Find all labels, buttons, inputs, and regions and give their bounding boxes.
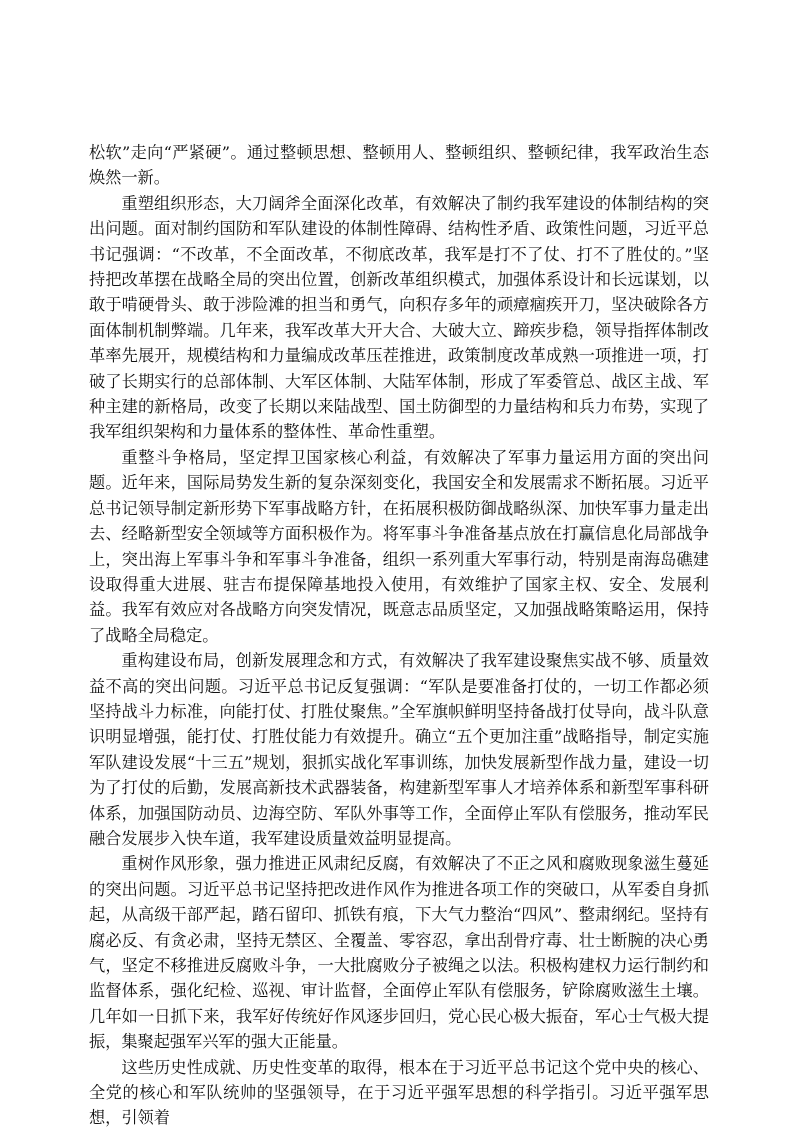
paragraph-reshape-construction: 重构建设布局，创新发展理念和方式，有效解决了我军建设聚焦实战不够、质量效益不高的突出问题。习近平总书记反复强调：“军队是要准备打仗的，一切工作都必须坚持战斗力标准，向能打仗、打胜仗聚焦。”全军旗帜鲜明坚持备战打仗导向，战斗队意识明显增强，能打仗、打胜仗能力有效提升。确立“五个更加注重”战略指导，制定实施军队建设发展“十三五”规划，狠抓实战化军事训练，加快发展新型作战力量，建设一切为了打仗的后勤，发展高新技术武器装备，构建新型军事人才培养体系和新型军事科研体系，加强国防动员、边海空防、军队外事等工作，全面停止军队有偿服务，推动军民融合发展步入快车道，我军建设质量效益明显提高。 [89, 651, 709, 848]
paragraph-conclusion: 这些历史性成就、历史性变革的取得，根本在于习近平总书记这个党中央的核心、全党的核心和军队统帅的坚强领导，在于习近平强军思想的科学指引。习近平强军思想，引领着 [89, 1057, 709, 1128]
paragraph-continuation: 松软”走向“严紧硬”。通过整顿思想、整顿用人、整顿组织、整顿纪律，我军政治生态焕然一新。 [89, 143, 709, 188]
paragraph-reshape-struggle: 重整斗争格局，坚定捍卫国家核心利益，有效解决了军事力量运用方面的突出问题。近年来，国际局势发生新的复杂深刻变化，我国安全和发展需求不断拓展。习近平总书记领导制定新形势下军事战略方针，在拓展积极防御战略纵深、加快军事力量走出去、经略新型安全领域等方面积极作为。将军事斗争准备基点放在打赢信息化局部战争上，突出海上军事斗争和军事斗争准备，组织一系列重大军事行动，特别是南海岛礁建设取得重大进展、驻吉布提保障基地投入使用，有效维护了国家主权、安全、发展利益。我军有效应对各战略方向突发情况，既意志品质坚定，又加强战略策略运用，保持了战略全局稳定。 [89, 447, 709, 645]
article-body [89, 140, 709, 1131]
paragraph-reshape-organization: 重塑组织形态，大刀阔斧全面深化改革，有效解决了制约我军建设的体制结构的突出问题。面对制约国防和军队建设的体制性障碍、结构性矛盾、政策性问题，习近平总书记强调：“不改革，不全面改革，不彻底改革，我军是打不了仗、打不了胜仗的。”坚持把改革摆在战略全局的突出位置，创新改革组织模式，加强体系设计和长远谋划，以敢于啃硬骨头、敢于涉险滩的担当和勇气，向积存多年的顽瘴痼疾开刀，坚决破除各方面体制机制弊端。几年来，我军改革大开大合、大破大立、蹄疾步稳，领导指挥体制改革率先展开，规模结构和力量编成改革压茬推进，政策制度改革成熟一项推进一项，打破了长期实行的总部体制、大军区体制、大陆军体制，形成了军委管总、战区主战、军种主建的新格局，改变了长期以来陆战型、国土防御型的力量结构和兵力布势，实现了我军组织架构和力量体系的整体性、革命性重塑。 [89, 193, 709, 442]
paragraph-reshape-style: 重树作风形象，强力推进正风肃纪反腐，有效解决了不正之风和腐败现象滋生蔓延的突出问题。习近平总书记坚持把改进作风作为推进各项工作的突破口，从军委自身抓起，从高级干部严起，踏石留印、抓铁有痕，下大气力整治“四风”、整肃纲纪。坚持有腐必反、有贪必肃，坚持无禁区、全覆盖、零容忍，拿出刮骨疗毒、壮士断腕的决心勇气，坚定不移推进反腐败斗争，一大批腐败分子被绳之以法。积极构建权力运行制约和监督体系，强化纪检、巡视、审计监督，全面停止军队有偿服务，铲除腐败滋生土壤。几年如一日抓下来，我军好传统好作风逐步回归，党心民心极大振奋，军心士气极大提振，集聚起强军兴军的强大正能量。 [89, 854, 709, 1052]
